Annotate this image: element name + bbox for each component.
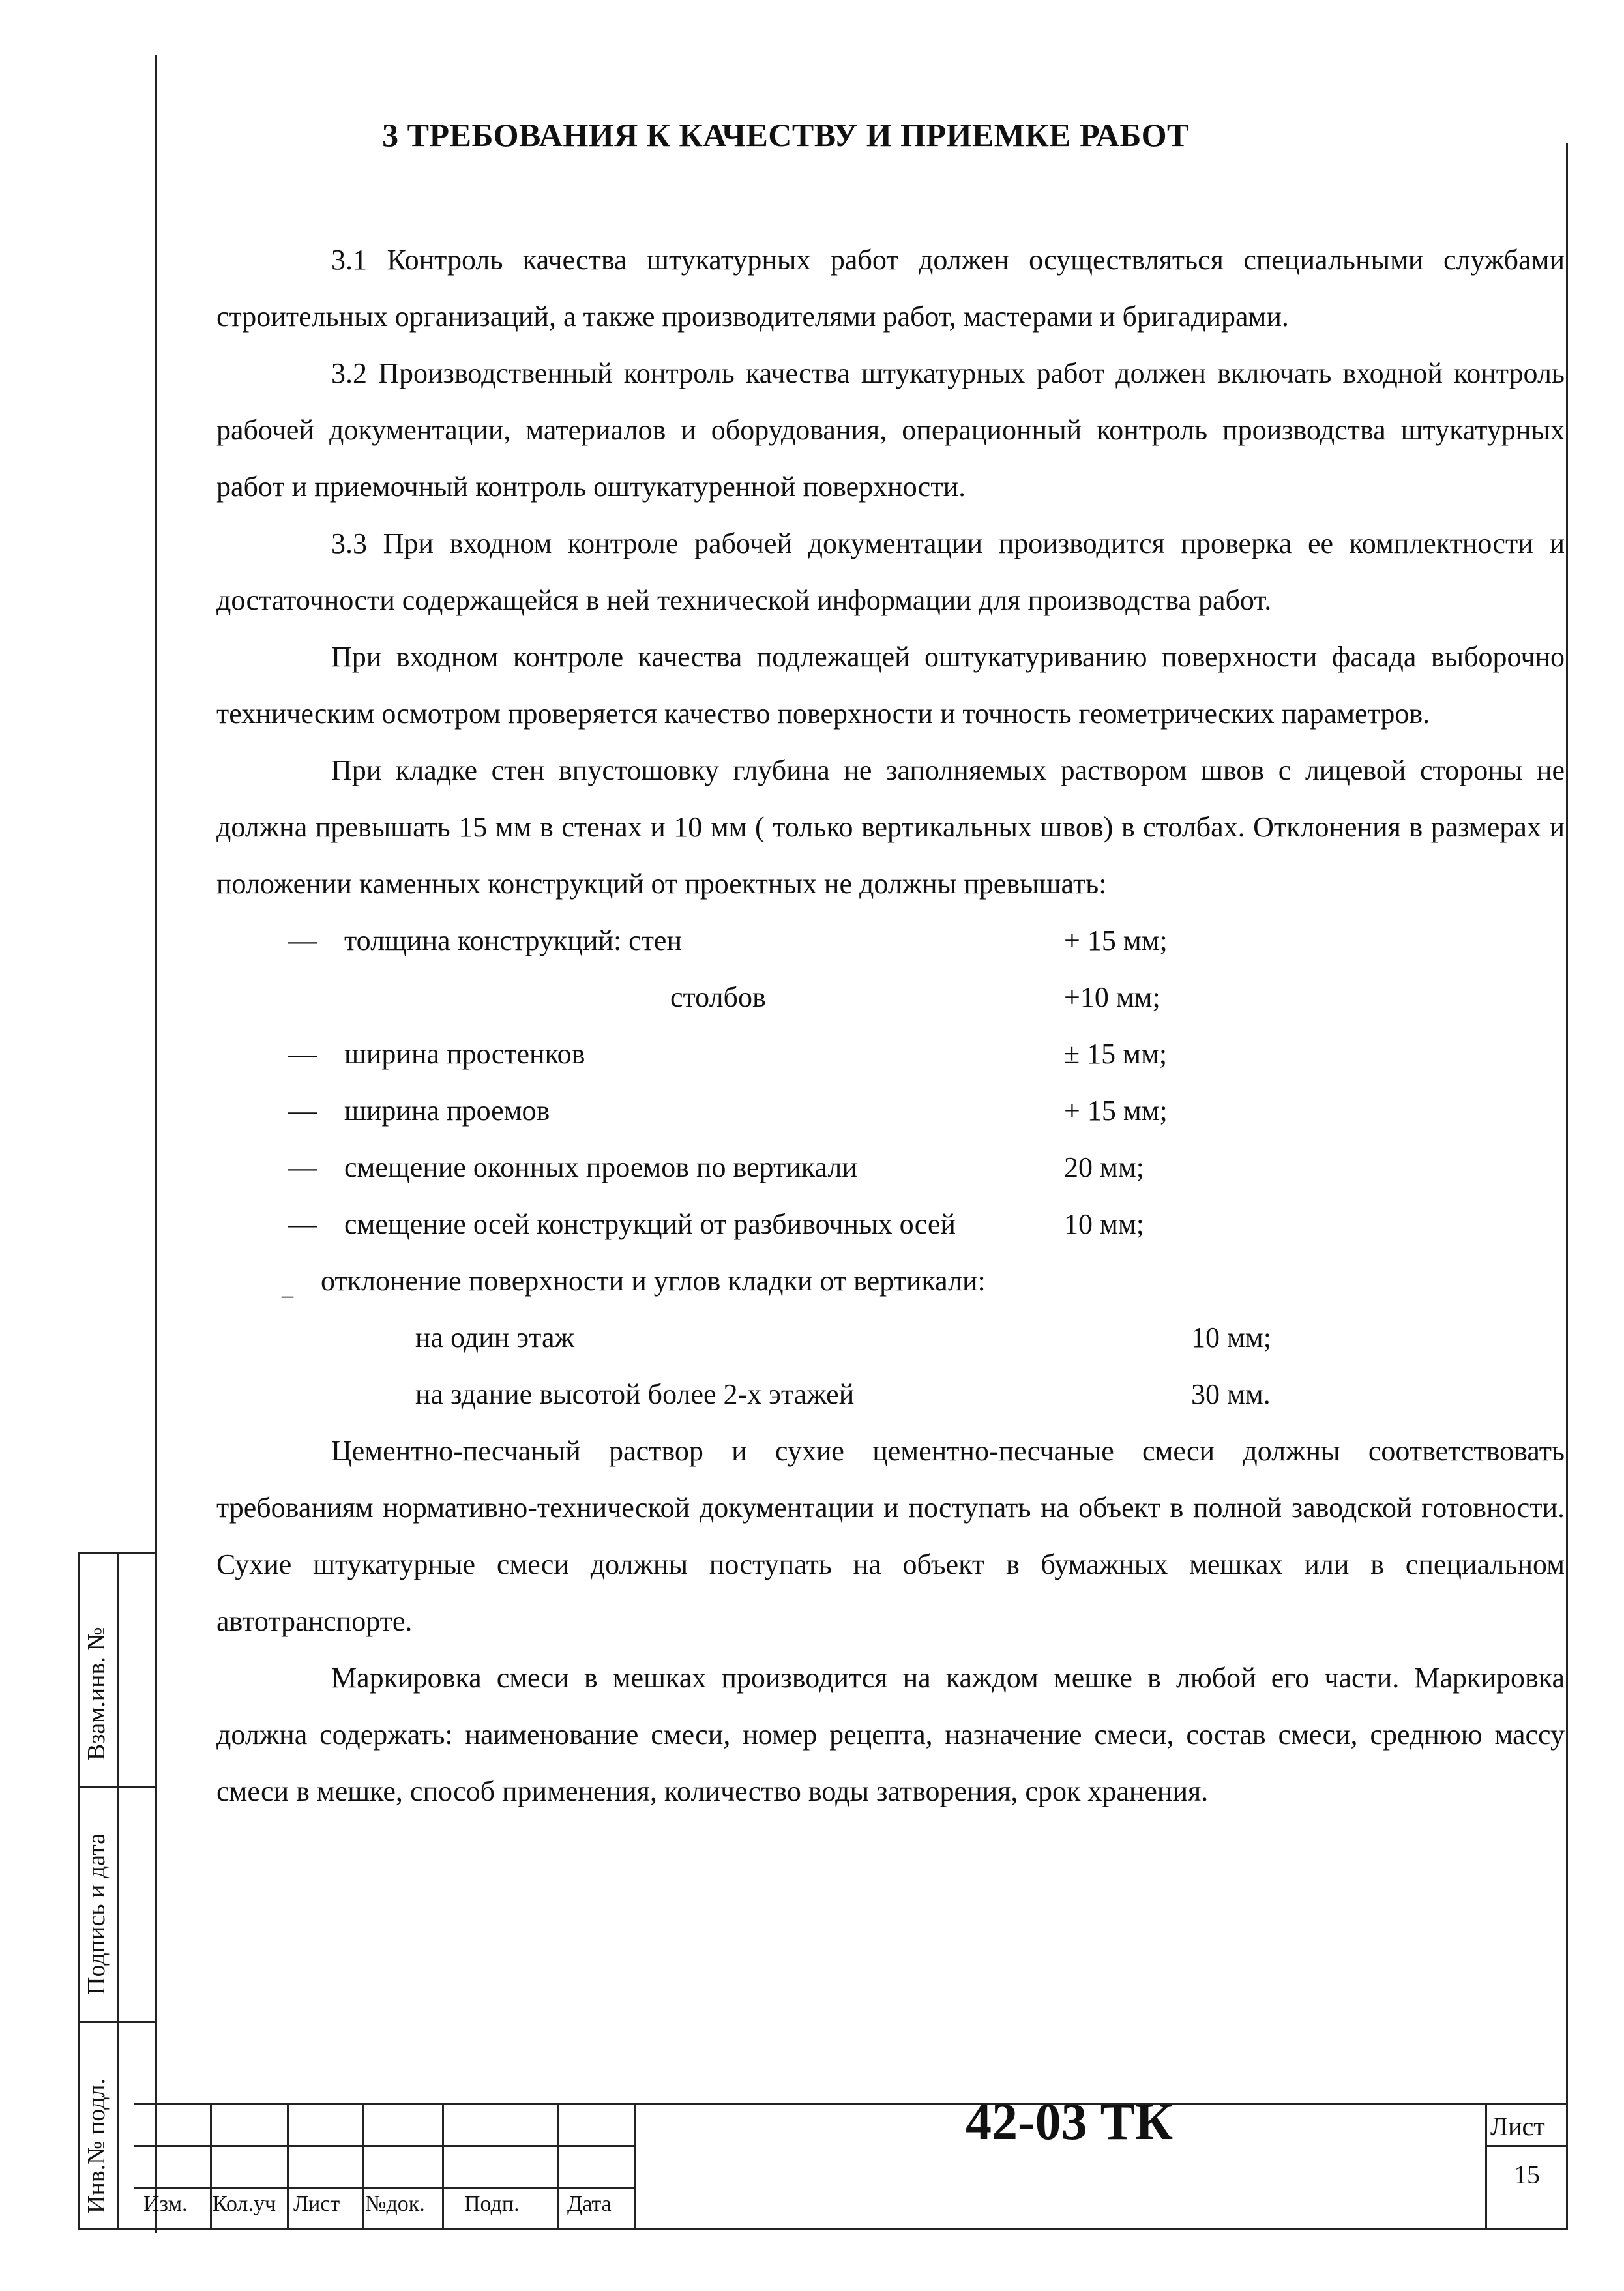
dash-marker: —	[288, 924, 317, 956]
paragraph-3-3: 3.3 При входном контроле рабочей документации производится проверка ее комплектности и достаточности содержащейся в ней технической информации для производства работ.	[216, 527, 1565, 616]
title-block-col-line	[362, 2103, 364, 2230]
deviation-item	[216, 1309, 1565, 1366]
paragraph-incoming-control: При входном контроле качества подлежащей оштукатуриванию поверхности фасада выборочно техническим осмотром проверяется качество поверхности и точность геометрических параметров.	[216, 641, 1565, 730]
sheet-label: Лист	[1490, 2112, 1545, 2141]
stamp-col-izm: Изм.	[143, 2192, 188, 2216]
tolerance-item	[216, 1139, 1565, 1196]
tolerance-item	[216, 1196, 1565, 1252]
paragraph-mortar: Цементно-песчаный раствор и сухие цементно-песчаные смеси должны соответствовать требованиям нормативно-технической документации и поступать на объект в полной заводской готовности. Сухие штукатурные смеси должны поступать на объект в бумажных мешках или в специальном автотранспорте.	[216, 1435, 1565, 1637]
paragraph-marking: Маркировка смеси в мешках производится на каждом мешке в любой его части. Маркировка должна содержать: наименование смеси, номер рецепта, назначение смеси, состав смеси, среднюю массу смеси в мешке, способ применения, количество воды затворения, срок хранения.	[216, 1662, 1565, 1807]
dash-marker: —	[288, 1095, 317, 1127]
frame-right-line	[1566, 143, 1568, 2230]
stamp-col-data: Дата	[567, 2192, 612, 2216]
title-block-row-line	[134, 2187, 636, 2189]
deviation-item-label: на один этаж	[415, 1322, 574, 1353]
deviation-item-value: 30 мм.	[1191, 1378, 1271, 1410]
title-block-col-line	[634, 2103, 636, 2230]
side-stamp-podpis: Подпись и дата	[83, 1833, 110, 1995]
frame-bottom-line	[78, 2228, 1568, 2230]
side-stamp-divider	[78, 1786, 156, 1788]
tolerance-label: ширина простенков	[344, 1038, 585, 1070]
document-code: 42-03 ТК	[965, 2093, 1173, 2151]
side-stamp-top-line	[78, 1552, 156, 1554]
tolerance-value: ± 15 мм;	[1064, 1038, 1168, 1070]
deviation-label: отклонение поверхности и углов кладки от вертикали:	[321, 1265, 986, 1297]
document-body	[216, 231, 1565, 1820]
tolerance-item	[216, 912, 1565, 969]
tolerance-value: + 15 мм;	[1064, 924, 1168, 956]
dash-marker: _	[282, 1274, 293, 1300]
tolerance-item	[216, 969, 1565, 1026]
tolerance-label: смещение осей конструкций от разбивочных осей	[344, 1208, 956, 1240]
tolerance-label: ширина проемов	[344, 1095, 550, 1127]
title-block-col-line	[287, 2103, 289, 2230]
paragraph-3-2: 3.2 Производственный контроль качества штукатурных работ должен включать входной контроль рабочей документации, материалов и оборудования, операционный контроль производства штукатурных работ и приемочный контроль оштукатуренной поверхности.	[216, 357, 1565, 503]
tolerance-label: толщина конструкций: стен	[344, 924, 683, 956]
frame-left-line	[155, 55, 157, 2233]
side-stamp-inv: Инв.№ подл.	[83, 2078, 110, 2213]
section-title: 3 ТРЕБОВАНИЯ К КАЧЕСТВУ И ПРИЕМКЕ РАБОТ	[382, 117, 1189, 153]
title-block-row-line	[134, 2145, 636, 2147]
side-stamp-vzam: Взам.инв. №	[83, 1627, 110, 1760]
tolerance-value: 20 мм;	[1064, 1151, 1144, 1183]
tolerance-item	[216, 1082, 1565, 1139]
deviation-item-value: 10 мм;	[1191, 1322, 1271, 1353]
tolerance-label: смещение оконных проемов по вертикали	[344, 1151, 857, 1183]
title-block-col-line	[210, 2103, 212, 2230]
title-block-col-line	[557, 2103, 559, 2230]
stamp-col-ndok: №док.	[365, 2192, 425, 2216]
side-stamp-inner-line	[117, 1552, 119, 2230]
deviation-item-label: на здание высотой более 2-х этажей	[415, 1378, 855, 1410]
side-stamp-outer-line	[78, 1552, 80, 2230]
tolerance-value: + 15 мм;	[1064, 1095, 1168, 1127]
title-block-col-line	[442, 2103, 444, 2230]
side-stamp-divider	[78, 2021, 156, 2023]
tolerance-value: 10 мм;	[1064, 1208, 1144, 1240]
dash-marker: —	[288, 1208, 317, 1240]
tolerance-value: +10 мм;	[1064, 981, 1160, 1013]
stamp-col-kol: Кол.уч	[213, 2192, 276, 2216]
deviation-item	[216, 1366, 1565, 1423]
stamp-col-podp: Подп.	[464, 2192, 520, 2216]
deviation-heading	[216, 1252, 1565, 1309]
dash-marker: —	[288, 1038, 317, 1070]
stamp-col-list: Лист	[293, 2192, 340, 2216]
sheet-number: 15	[1514, 2160, 1540, 2189]
dash-marker: —	[288, 1151, 317, 1183]
tolerance-item	[216, 1026, 1565, 1082]
paragraph-masonry: При кладке стен впустошовку глубина не заполняемых раствором швов с лицевой стороны не должна превышать 15 мм в стенах и 10 мм ( только вертикальных швов) в столбах. Отклонения в размерах и положении каменных конструкций от проектных не должны превышать:	[216, 754, 1565, 900]
paragraph-3-1: 3.1 Контроль качества штукатурных работ должен осуществляться специальными службами строительных организаций, а также производителями работ, мастерами и бригадирами.	[216, 244, 1565, 333]
tolerance-label: столбов	[670, 981, 766, 1013]
